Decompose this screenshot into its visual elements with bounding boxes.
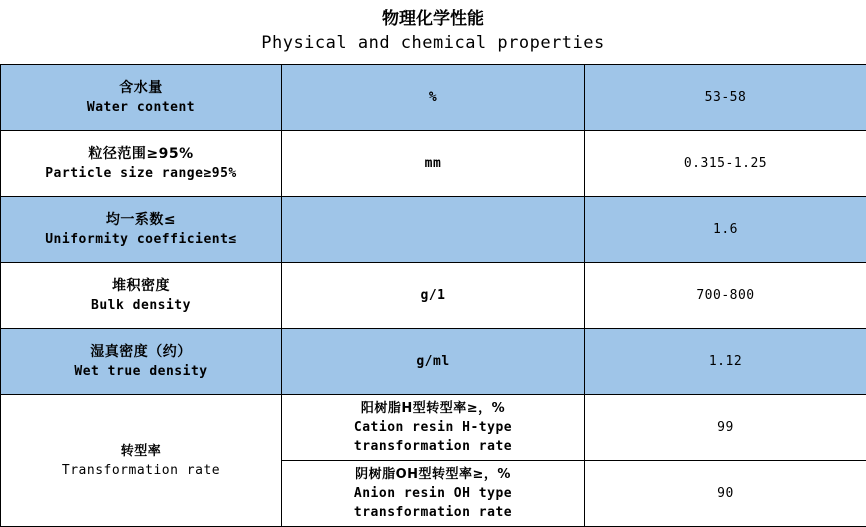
- property-name-cn: 堆积密度: [1, 277, 281, 296]
- property-value: 1.12: [709, 354, 742, 369]
- property-value: 99: [717, 420, 734, 435]
- page-title-english: Physical and chemical properties: [0, 30, 866, 56]
- page-title-block: [0, 0, 866, 64]
- property-name-cell: [1, 131, 282, 197]
- property-name-cell: [1, 395, 282, 527]
- table-row-particle-size: [1, 131, 866, 197]
- property-value-cell: [585, 131, 866, 197]
- property-name-en: Water content: [1, 98, 281, 117]
- property-name-en: Particle size range≥95%: [1, 164, 281, 183]
- property-name-cell: [1, 329, 282, 395]
- property-name-en: Bulk density: [1, 296, 281, 315]
- property-value-cell: [585, 263, 866, 329]
- sub-property-en-line2: transformation rate: [282, 437, 584, 456]
- property-name-cn: 含水量: [1, 79, 281, 98]
- table-row-wet-density: [1, 329, 866, 395]
- table-row-uniformity: [1, 197, 866, 263]
- page-title-chinese: 物理化学性能: [0, 0, 866, 30]
- sub-property-cell: [282, 395, 585, 461]
- property-unit-cell: [282, 131, 585, 197]
- property-value: 0.315-1.25: [684, 156, 767, 171]
- property-name-cn: 湿真密度（约）: [1, 343, 281, 362]
- property-unit-cell: [282, 263, 585, 329]
- table-row-bulk-density: [1, 263, 866, 329]
- property-name-cell: [1, 263, 282, 329]
- property-unit: %: [429, 90, 437, 105]
- property-value: 700-800: [696, 288, 754, 303]
- sub-property-en-line1: Anion resin OH type: [282, 484, 584, 503]
- property-unit: g/ml: [416, 354, 449, 369]
- sub-property-cell: [282, 461, 585, 527]
- property-value: 53-58: [705, 90, 747, 105]
- property-name-cn: 粒径范围≥95%: [1, 145, 281, 164]
- property-value-cell: [585, 395, 866, 461]
- property-value-cell: [585, 329, 866, 395]
- sub-property-en-line1: Cation resin H-type: [282, 418, 584, 437]
- table-row-water-content: [1, 65, 866, 131]
- sub-property-cn: 阳树脂H型转型率≥，%: [282, 399, 584, 418]
- property-unit-cell: [282, 197, 585, 263]
- property-name-cell: [1, 65, 282, 131]
- property-name-en: Uniformity coefficient≤: [1, 230, 281, 249]
- property-unit: g/1: [421, 288, 446, 303]
- property-value-cell: [585, 65, 866, 131]
- property-name-cn: 均一系数≤: [1, 211, 281, 230]
- property-value-cell: [585, 461, 866, 527]
- property-value-cell: [585, 197, 866, 263]
- property-name-cn: 转型率: [1, 442, 281, 461]
- sub-property-en-line2: transformation rate: [282, 503, 584, 522]
- property-unit-cell: [282, 65, 585, 131]
- properties-table: [0, 64, 866, 527]
- property-value: 1.6: [713, 222, 738, 237]
- table-row-cation-transformation: [1, 395, 866, 461]
- property-name-en: Wet true density: [1, 362, 281, 381]
- property-unit: mm: [425, 156, 442, 171]
- property-value: 90: [717, 486, 734, 501]
- property-unit-cell: [282, 329, 585, 395]
- property-name-en: Transformation rate: [1, 461, 281, 480]
- property-name-cell: [1, 197, 282, 263]
- sub-property-cn: 阴树脂OH型转型率≥，%: [282, 465, 584, 484]
